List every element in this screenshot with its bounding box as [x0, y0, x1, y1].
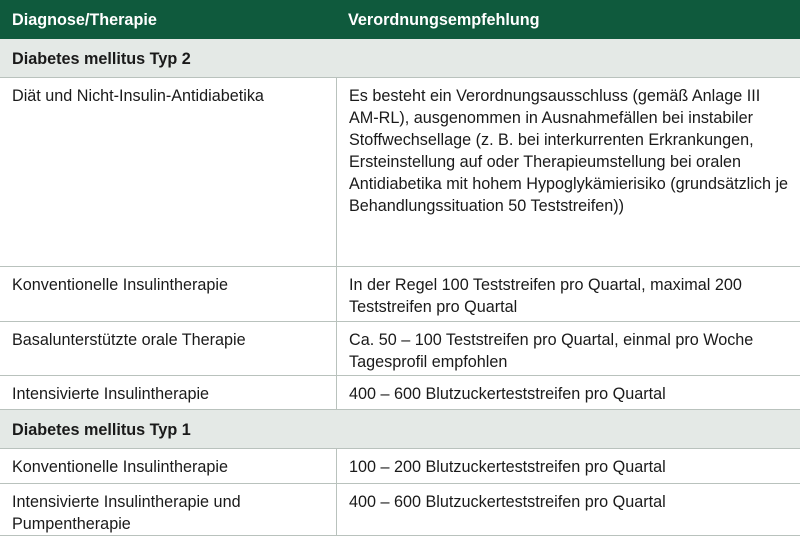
recommendation-cell: Es besteht ein Verordnungsausschluss (gemäß Anlage III AM-RL), ausgenommen in Ausnahmefällen bei instabiler Stoffwechsellage (z. B. bei interkurrenten Erkrankungen, Ersteinstellung auf oder Therapieumstellung bei oralen Antidiabetika mit hohem Hypoglykämierisiko (grundsätzlich je Behandlungssituation 50 Teststreifen)) — [336, 78, 800, 266]
therapy-cell: Konventionelle Insulintherapie — [12, 458, 228, 476]
table-row — [0, 449, 800, 484]
recommendation-cell: Ca. 50 – 100 Teststreifen pro Quartal, einmal pro Woche Tagesprofil empfohlen — [336, 322, 800, 375]
table-row — [0, 322, 800, 376]
table-row — [0, 376, 800, 410]
recommendation-cell: 400 – 600 Blutzuckerteststreifen pro Quartal — [336, 376, 800, 409]
recommendation-cell: 100 – 200 Blutzuckerteststreifen pro Quartal — [336, 449, 800, 483]
section-row-type2 — [0, 39, 800, 78]
section-title: Diabetes mellitus Typ 2 — [12, 50, 191, 68]
therapy-cell: Konventionelle Insulintherapie — [12, 276, 228, 294]
header-recommendation: Verordnungsempfehlung — [348, 11, 540, 29]
therapy-cell: Intensivierte Insulintherapie und Pumpentherapie — [12, 493, 241, 533]
header-therapy: Diagnose/Therapie — [12, 11, 157, 29]
therapy-cell: Basalunterstützte orale Therapie — [12, 331, 246, 349]
therapy-cell: Intensivierte Insulintherapie — [12, 385, 210, 403]
section-row-type1 — [0, 410, 800, 449]
section-title: Diabetes mellitus Typ 1 — [12, 421, 191, 439]
table-row — [0, 267, 800, 322]
recommendation-cell: 400 – 600 Blutzuckerteststreifen pro Quartal — [336, 484, 800, 535]
table-row — [0, 484, 800, 536]
therapy-cell: Diät und Nicht-Insulin-Antidiabetika — [12, 87, 264, 105]
recommendation-cell: In der Regel 100 Teststreifen pro Quartal, maximal 200 Teststreifen pro Quartal — [336, 267, 800, 321]
table-header — [0, 0, 800, 39]
table-row — [0, 78, 800, 267]
